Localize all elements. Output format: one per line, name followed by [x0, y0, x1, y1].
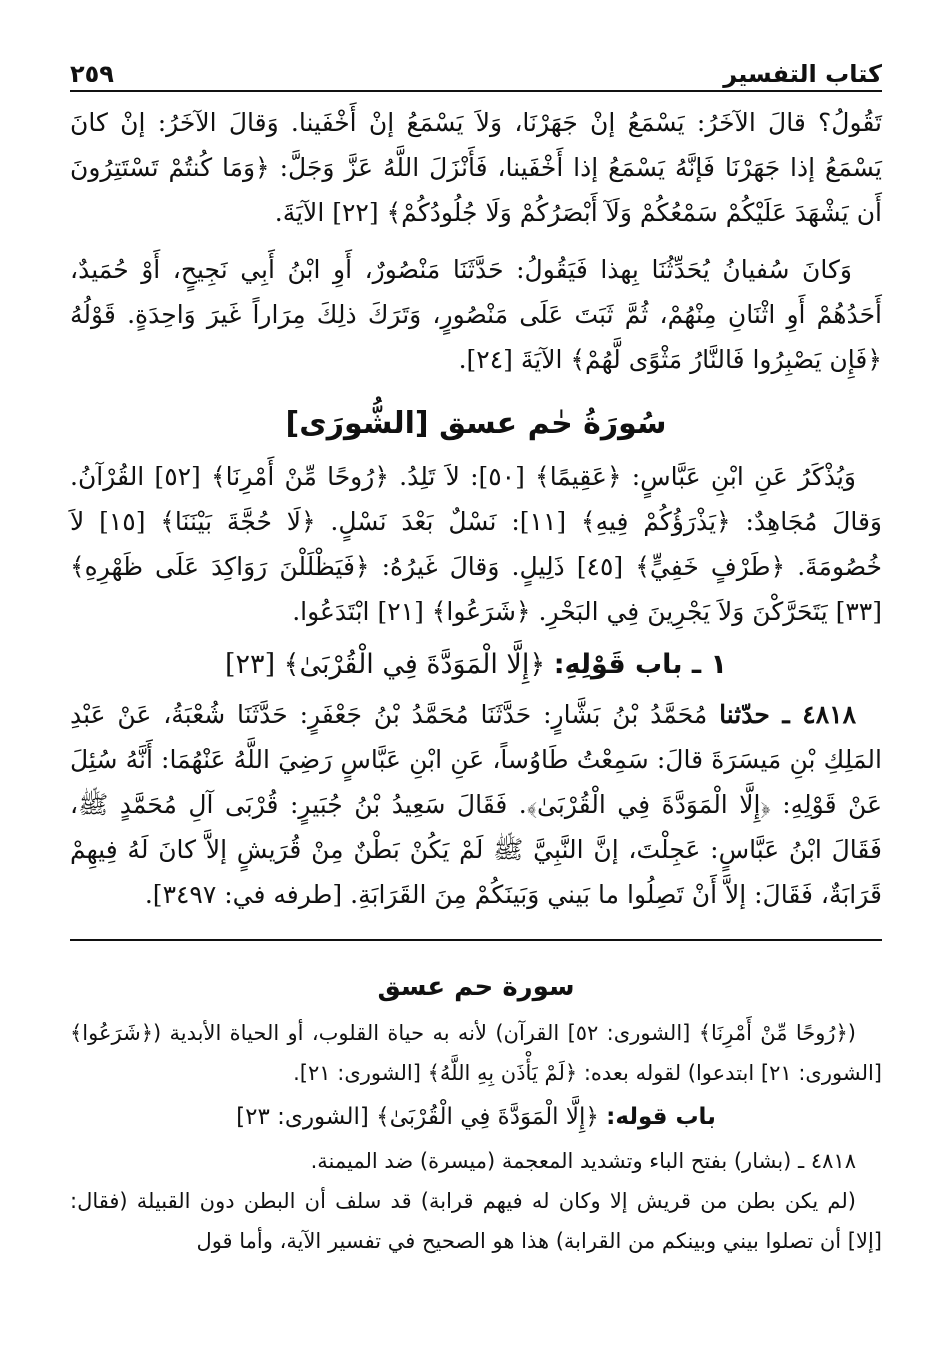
commentary-divider: [70, 939, 882, 941]
chapter-heading: [70, 642, 882, 688]
commentary-chapter-label: باب قوله:: [606, 1104, 716, 1130]
page: [70, 40, 882, 1261]
commentary-line-1: (﴿رُوحًا مِّنْ أَمْرِنَا﴾ [الشورى: ٥٢] القرآن) لأنه به حياة القلوب، أو الحياة الأبدية (﴿شَرَعُوا﴾ [الشورى: ٢١] ابتدعوا) لقوله بعده: ﴿لَمْ يَأْذَن بِهِ اللَّهُ﴾ [الشورى: ٢١].: [70, 1021, 882, 1085]
commentary-line-3: (لم يكن بطن من قريش إلا وكان له فيهم قرابة) قد سلف أن البطن دون القبيلة (فقال: [إلا] أن تصلوا بيني وبينكم من القرابة) هذا هو الصحيح في تفسير الآية، وأما قول: [70, 1189, 882, 1253]
chapter-verse: ﴿إِلَّا الْمَوَدَّةَ فِي الْقُرْبَىٰ﴾ [٢٣]: [225, 649, 546, 680]
commentary-chapter-verse: ﴿إِلَّا الْمَوَدَّةَ فِي الْقُرْبَىٰ﴾ [الشورى: ٢٣]: [236, 1104, 599, 1130]
page-number: ٢٥٩: [70, 60, 114, 88]
hadith-number: ٤٨١٨ ـ حدّثنا: [719, 700, 856, 729]
commentary-line-2: ٤٨١٨ ـ (بشار) بفتح الباء وتشديد المعجمة (ميسرة) ضد الميمنة.: [310, 1149, 856, 1173]
hadith-text: مُحَمَّدُ بْنُ بَشَّارٍ: حَدَّثَنَا مُحَمَّدُ بْنُ جَعْفَرٍ: حَدَّثَنَا شُعْبَةُ، عَنْ عَبْدِ المَلِكِ بْنِ مَيسَرَةَ قالَ: سَمِعْتُ طَاوُساً، عَنِ ابْنِ عَبَّاسٍ رَضِيَ اللَّهُ عَنْهُمَا: أَنَّهُ سُئِلَ عَنْ قَوْلِهِ: ﴿إِلَّا الْمَوَدَّةَ فِي الْقُرْبَىٰ﴾. فَقَالَ سَعِيدُ بْنُ جُبَيرٍ: قُرْبَى آلِ مُحَمَّدٍ ﷺ، فَقَالَ ابْنُ عَبَّاسٍ: عَجِلْتَ، إنَّ النَّبِيَّ ﷺ لَمْ يَكُنْ بَطْنٌ مِنْ قُرَيشٍ إلاَّ كانَ لَهُ فِيهِمْ قَرَابَةٌ، فَقَالَ: إلاَّ أَنْ تَصِلُوا ما بَيني وَبَينَكُمْ مِنَ القَرَابَةِ. [طرفه في: ٣٤٩٧].: [70, 700, 882, 909]
chapter-label: ١ ـ باب قَوْلِهِ:: [553, 649, 727, 680]
surah-title: سُورَةُ حٰم عسق [الشُّورَى]: [285, 406, 667, 441]
main-paragraph-3: وَيُذْكَرُ عَنِ ابْنِ عَبَّاسٍ: ﴿عَقِيمًا﴾ [٥٠]: لاَ تَلِدُ. ﴿رُوحًا مِّنْ أَمْرِنَا﴾ [٥٢] القُرْآنُ. وَقالَ مُجَاهِدٌ: ﴿يَذْرَؤُكُمْ فِيهِ﴾ [١١]: نَسْلٌ بَعْدَ نَسْلٍ. ﴿لَا حُجَّةَ بَيْنَنَا﴾ [١٥] لاَ خُصُومَةَ. ﴿طَرْفٍ خَفِيٍّ﴾ [٤٥] ذَلِيلٍ. وَقالَ غَيرُهُ: ﴿فَيَظْلَلْنَ رَوَاكِدَ عَلَى ظَهْرِهِ﴾ [٣٣] يَتَحَرَّكْنَ وَلاَ يَجْرِينَ فِي البَحْرِ. ﴿شَرَعُوا﴾ [٢١] ابْتَدَعُوا.: [70, 462, 882, 626]
commentary-title: سورة حم عسق: [377, 972, 575, 1002]
book-title: كتاب التفسير: [723, 60, 882, 88]
main-paragraph-1: تَقُولُ؟ قالَ الآخَرُ: يَسْمَعُ إنْ جَهَرْنَا، وَلاَ يَسْمَعُ إنْ أَخْفَينا. وَقالَ الآخَرُ: إنْ كانَ يَسْمَعُ إذا جَهَرْنَا فَإنَّهُ يَسْمَعُ إذا أَخْفَينا، فَأَنْزَلَ اللَّهُ عَزَّ وَجَلَّ: ﴿وَمَا كُنتُمْ تَسْتَتِرُونَ أَن يَشْهَدَ عَلَيْكُمْ سَمْعُكُمْ وَلَآ أَبْصَرُكُمْ وَلَا جُلُودُكُمْ﴾ [٢٢] الآيَةَ.: [70, 108, 882, 227]
hadith-paragraph: [70, 692, 882, 917]
main-paragraph-2: وَكانَ سُفيانُ يُحَدِّثُنَا بِهذا فَيَقُولُ: حَدَّثَنَا مَنْصُورٌ، أَوِ ابْنُ أَبِي نَجِيحٍ، أَوْ حُمَيدٌ، أَحَدُهُمْ أَوِ اثْنَانِ مِنْهُمْ، ثُمَّ ثَبَتَ عَلَى مَنْصُورٍ، وَتَرَكَ ذلِكَ مِرَاراً غَيرَ وَاحِدَةٍ. قَوْلُهُ ﴿فَإِن يَصْبِرُوا فَالنَّارُ مَثْوًى لَّهُمْ﴾ الآيَةَ [٢٤].: [70, 255, 882, 374]
page-header: [70, 40, 882, 92]
commentary-chapter-heading: [70, 1095, 882, 1139]
